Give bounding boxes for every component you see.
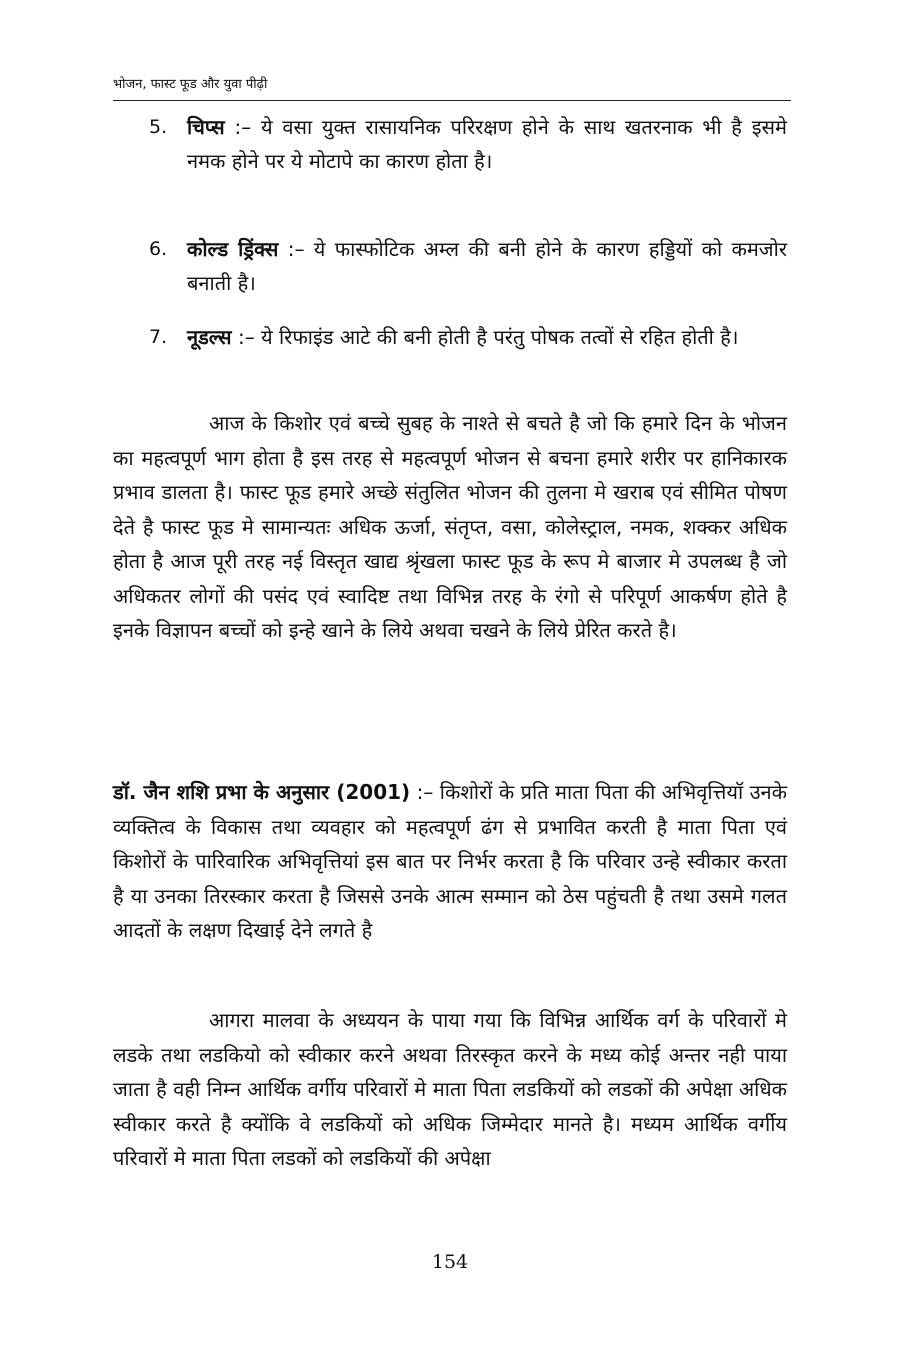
list-item-number: 6.	[149, 238, 168, 260]
list-item-body	[187, 320, 787, 354]
running-header-title: भोजन, फास्ट फूड और युवा पीढ़ी	[113, 77, 268, 92]
list-item-body	[187, 110, 787, 178]
paragraph-agra-study: आगरा मालवा के अध्ययन के पाया गया कि विभिन्न आर्थिक वर्ग के परिवारों मे लडके तथा लडकियो को स्वीकार करने अथवा तिरस्कृत करने के मध्य कोई अन्तर नही पाया जाता है वही निम्न आर्थिक वर्गीय परिवारों मे माता पिता लडकियों को लडकों की अपेक्षा अधिक स्वीकार करते है क्योंकि वे लडकियों को अधिक जिम्मेदार मानते है। मध्यम आर्थिक वर्गीय परिवारों मे माता पिता लडकों को लडकियों की अपेक्षा	[113, 1008, 787, 1170]
paragraph-jain-citation	[113, 775, 787, 948]
page-number: 154	[431, 1251, 469, 1273]
list-item-number: 7.	[149, 326, 168, 348]
list-item-text: :– ये फास्फोटिक अम्ल की बनी होने के कारण हड्डियों को कमजोर बनाती है।	[187, 237, 788, 295]
list-item-text: :– ये वसा युक्त रासायनिक परिरक्षण होने के साथ खतरनाक भी है इसमे नमक होने पर ये मोटापे का कारण होता है।	[187, 115, 787, 173]
list-item-text: :– ये रिफाइंड आटे की बनी होती है परंतु पोषक तत्वों से रहित होती है।	[231, 325, 739, 349]
running-header	[113, 74, 791, 101]
list-item-body	[187, 232, 787, 300]
list-item-number: 5.	[149, 116, 168, 138]
paragraph-fast-food: आज के किशोर एवं बच्चे सुबह के नाश्ते से बचते है जो कि हमारे दिन के भोजन का महत्वपूर्ण भाग होता है इस तरह से महत्वपूर्ण भोजन से बचना हमारे शरीर पर हानिकारक प्रभाव डालता है। फास्ट फूड हमारे अच्छे संतुलित भोजन की तुलना मे खराब एवं सीमित पोषण देते है फास्ट फूड मे सामान्यतः अधिक ऊर्जा, संतृप्त, वसा, कोलेस्ट्राल, नमक, शक्कर अधिक होता है आज पूरी तरह नई विस्तृत खाद्य श्रृंखला फास्ट फूड के रूप मे बाजार मे उपलब्ध है जो अधिकतर लोगों की पसंद एवं स्वादिष्ट तथा विभिन्न तरह के रंगो से परिपूर्ण आकर्षण होते है इनके विज्ञापन बच्चों को इन्हे खाने के लिये अथवा चखने के लिये प्रेरित करते है।	[113, 411, 787, 642]
list-item-term: नूडल्स	[187, 325, 232, 349]
citation-text: :– किशोरों के प्रति माता पिता की अभिवृत्तियॉ उनके व्यक्तित्व के विकास तथा व्यवहार को महत्वपूर्ण ढंग से प्रभावित करती है माता पिता एवं किशोरों के पारिवारिक अभिवृत्तियां इस बात पर निर्भर करता है कि परिवार उन्हे स्वीकार करता है या उनका तिरस्कार करता है जिससे उनके आत्म सम्मान को ठेस पहुंचती है तथा उसमे गलत आदतों के लक्षण दिखाई देने लगते है	[113, 780, 787, 942]
citation-lead: डॉ. जैन शशि प्रभा के अनुसार (2001)	[113, 780, 411, 804]
list-item-term: कोल्ड ड्रिंक्स	[187, 237, 279, 261]
list-item-term: चिप्स	[187, 115, 225, 139]
